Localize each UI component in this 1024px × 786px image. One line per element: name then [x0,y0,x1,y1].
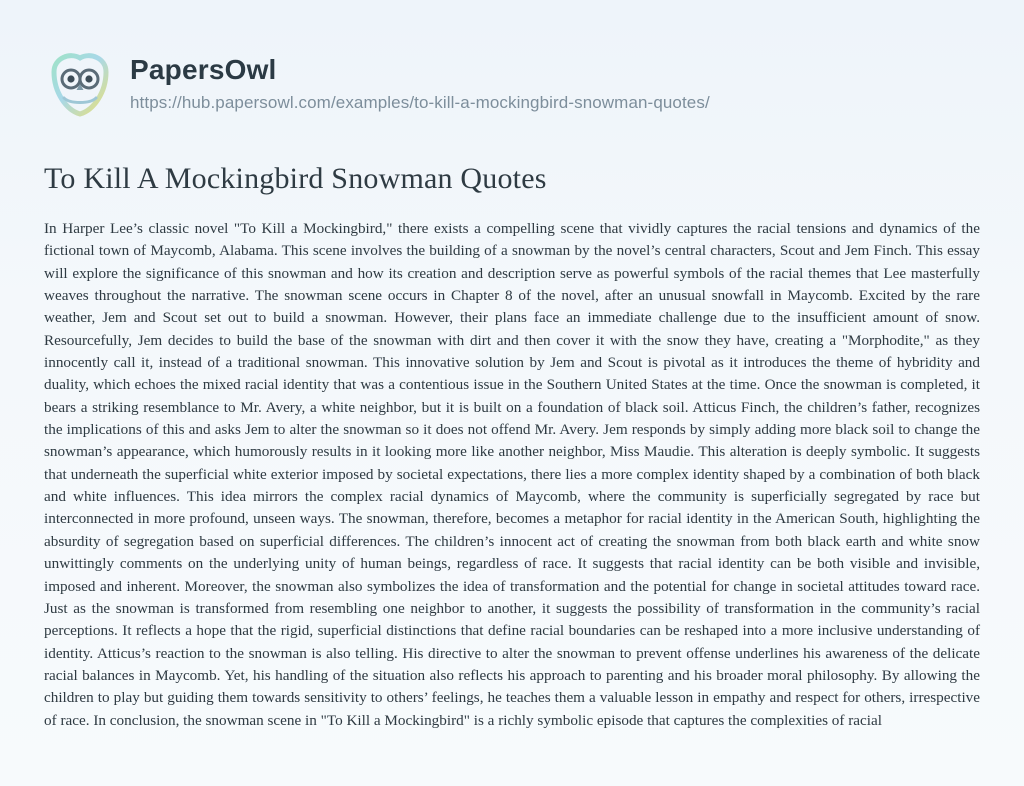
owl-logo-icon [44,48,116,120]
page-url[interactable]: https://hub.papersowl.com/examples/to-kill-a-mockingbird-snowman-quotes/ [130,93,710,113]
document-content [0,120,1024,732]
page-title: To Kill A Mockingbird Snowman Quotes [44,162,547,195]
brand-name: PapersOwl [130,53,277,85]
brand-block [130,55,710,114]
article-paragraph: In Harper Lee’s classic novel "To Kill a Mockingbird," there exists a compelling scene that vividly captures the racial tensions and dynamics of the fictional town of Maycomb, Alabama. This scene involves the building of a snowman by the novel’s central characters, Scout and Jem Finch. This essay will explore the significance of this snowman and how its creation and description serve as powerful symbols of the racial themes that Lee masterfully weaves throughout the narrative. The snowman scene occurs in Chapter 8 of the novel, after an unusual snowfall in Maycomb. Excited by the rare weather, Jem and Scout set out to build a snowman. However, their plans face an immediate challenge due to the insufficient amount of snow. Resourcefully, Jem decides to build the base of the snowman with dirt and then cover it with the snow they have, creating a "Morphodite," as they innocently call it, instead of a traditional snowman. This innovative solution by Jem and Scout is pivotal as it introduces the theme of hybridity and duality, which echoes the mixed racial identity that was a contentious issue in the Southern United States at the time. Once the snowman is completed, it bears a striking resemblance to Mr. Avery, a white neighbor, but it is built on a foundation of black soil. Atticus Finch, the children’s father, recognizes the implications of this and asks Jem to alter the snowman so it does not offend Mr. Avery. Jem responds by simply adding more black soil to change the snowman’s appearance, which humorously results in it looking more like another neighbor, Miss Maudie. This alteration is deeply symbolic. It suggests that underneath the superficial white exterior imposed by societal expectations, there lies a more complex identity shaped by a combination of both black and white influences. This idea mirrors the complex racial dynamics of Maycomb, where the community is superficially segregated by race but interconnected in more profound, unseen ways. The snowman, therefore, becomes a metaphor for racial identity in the American South, highlighting the absurdity of segregation based on superficial differences. The children’s innocent act of creating the snowman from both black earth and white snow unwittingly comments on the underlying unity of human beings, regardless of race. It suggests that racial identity can be both visible and invisible, imposed and inherent. Moreover, the snowman also symbolizes the idea of transformation and the potential for change in societal attitudes toward race. Just as the snowman is transformed from resembling one neighbor to another, it suggests the possibility of transformation in the community’s racial perceptions. It reflects a hope that the rigid, superficial distinctions that define racial boundaries can be reshaped into a more inclusive understanding of identity. Atticus’s reaction to the snowman is also telling. His directive to alter the snowman to prevent offense underlines his awareness of the delicate racial balances in Maycomb. Yet, his handling of the situation also reflects his approach to parenting and his broader moral philosophy. By allowing the children to play but guiding them towards sensitivity to others’ feelings, he teaches them a valuable lesson in empathy and respect for others, irrespective of race. In conclusion, the snowman scene in "To Kill a Mockingbird" is a richly symbolic episode that captures the complexities of racial [44,220,980,729]
article-body [44,218,980,732]
site-header [0,0,1024,120]
